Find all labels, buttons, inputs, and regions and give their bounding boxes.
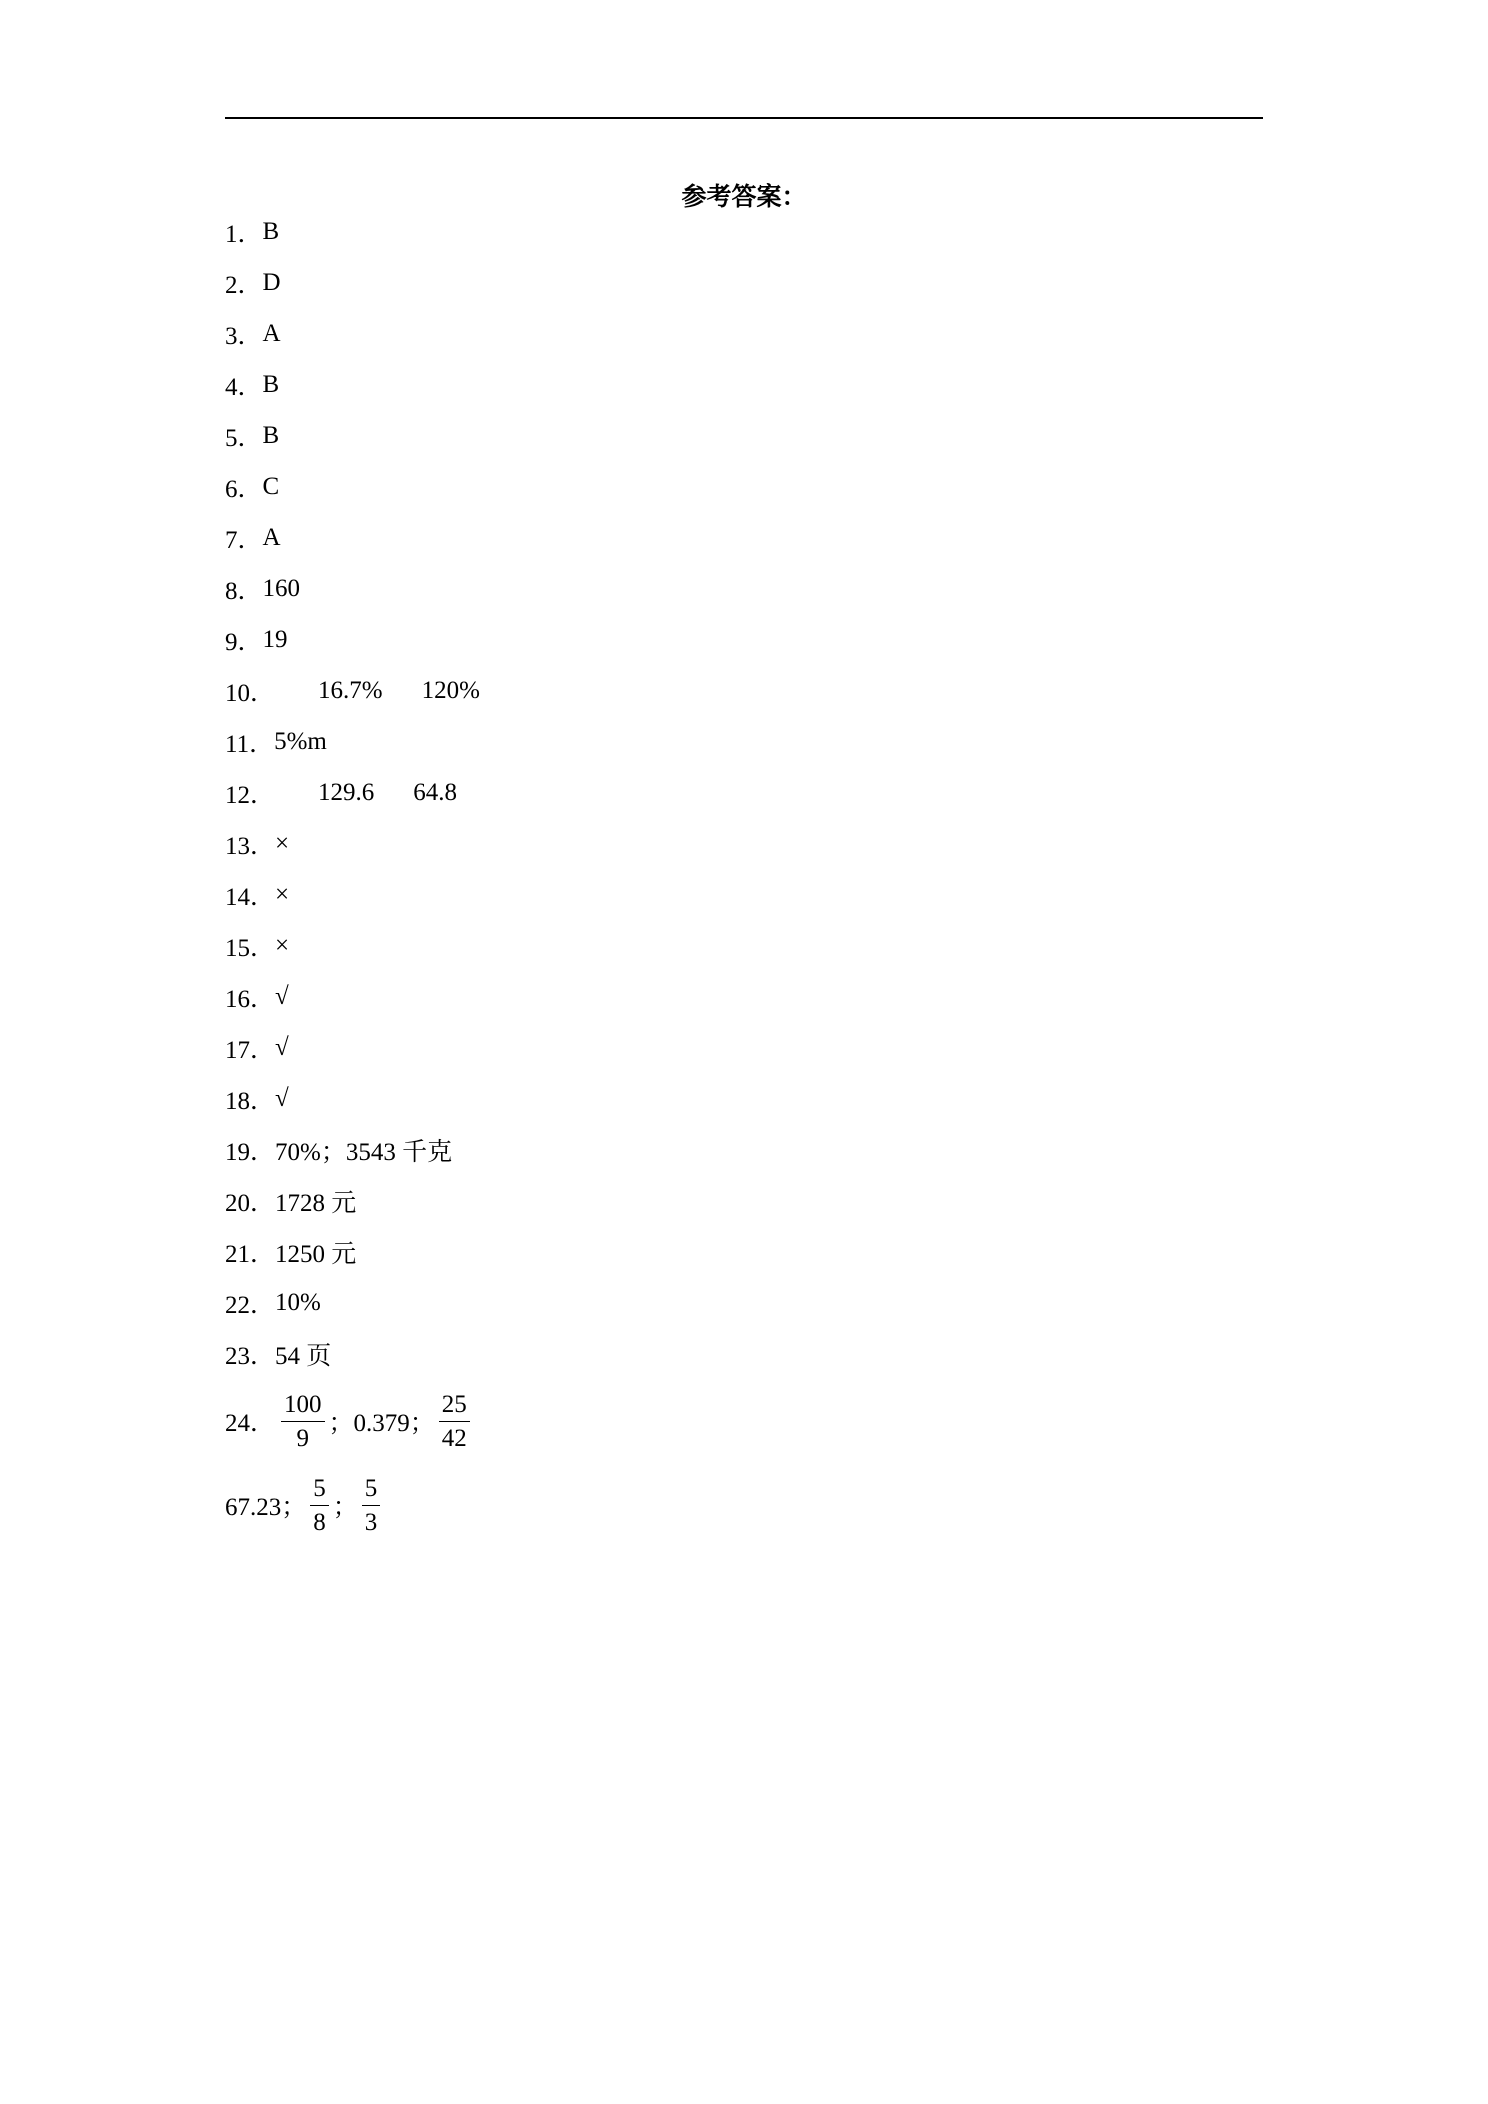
answer-row (225, 767, 1225, 818)
answer-value: 1728 元 (275, 1189, 357, 1217)
answer-row (225, 257, 1225, 308)
answer-number: 9． (225, 628, 263, 656)
answer-value: 10% (275, 1288, 321, 1316)
fraction-numerator: 5 (310, 1472, 329, 1506)
answer-value: 16.7% (318, 676, 383, 704)
answer-value: D (262, 268, 281, 296)
answer-value: 1250 元 (275, 1240, 357, 1268)
fraction-denominator: 42 (441, 1424, 467, 1452)
answer-value: A (262, 523, 281, 551)
answer-number: 18． (225, 1087, 276, 1115)
answer-number: 5． (225, 424, 263, 452)
answer-row (225, 1124, 1225, 1175)
answer-row (225, 716, 1225, 767)
answer-value: B (262, 217, 280, 245)
answer-value: 67.23； (225, 1494, 307, 1521)
answer-number: 10． (225, 679, 276, 707)
answer-separator: ；0.379； (328, 1410, 435, 1437)
answer-row (225, 461, 1225, 512)
answer-number: 3． (225, 322, 263, 350)
answer-number: 20． (225, 1189, 276, 1217)
answer-value: 19 (262, 625, 288, 653)
answer-row (225, 410, 1225, 461)
answer-separator: ； (332, 1494, 358, 1521)
answer-row (225, 665, 1225, 716)
fraction-numerator: 5 (362, 1472, 381, 1506)
answer-value: B (262, 370, 280, 398)
answer-number: 8． (225, 577, 263, 605)
answer-value: B (262, 421, 280, 449)
answer-value: 5%m (274, 727, 327, 755)
answer-value: 129.6 (318, 778, 375, 806)
answer-row (225, 1277, 1225, 1328)
fraction (362, 1472, 381, 1539)
answer-number: 1． (225, 220, 263, 248)
fraction-denominator: 3 (364, 1508, 378, 1536)
answer-row (225, 308, 1225, 359)
answer-row (225, 869, 1225, 920)
answer-value: √ (275, 982, 289, 1010)
answer-row (225, 563, 1225, 614)
answer-value: 64.8 (413, 778, 458, 806)
answer-number: 7． (225, 526, 263, 554)
answer-value: √ (275, 1033, 289, 1061)
answer-number: 16． (225, 985, 276, 1013)
answer-number: 21． (225, 1240, 276, 1268)
answer-number: 2． (225, 271, 263, 299)
answer-row (225, 1022, 1225, 1073)
answer-number: 14． (225, 883, 276, 911)
answer-row (225, 1226, 1225, 1277)
answer-number: 22． (225, 1291, 276, 1319)
answer-number: 17． (225, 1036, 276, 1064)
answer-row (225, 1073, 1225, 1124)
answer-list (225, 206, 1225, 1547)
answer-value: A (262, 319, 281, 347)
answer-number: 19． (225, 1138, 276, 1166)
answer-number: 11． (225, 730, 275, 758)
answer-row (225, 971, 1225, 1022)
answer-row (225, 206, 1225, 257)
answer-row (225, 359, 1225, 410)
answer-value: √ (275, 1084, 289, 1112)
answer-row (225, 512, 1225, 563)
answer-number: 6． (225, 475, 263, 503)
fraction (281, 1388, 325, 1455)
answer-number: 23． (225, 1342, 276, 1370)
answer-value: 70%；3543 千克 (275, 1138, 453, 1166)
fraction (310, 1472, 329, 1539)
answer-row (225, 1328, 1225, 1379)
page-title: 参考答案： (681, 184, 807, 211)
fraction (439, 1388, 470, 1455)
answer-continuation-row (225, 1463, 1225, 1547)
answer-value: × (275, 829, 290, 857)
answer-number: 24． (225, 1410, 276, 1437)
answer-number: 12． (225, 781, 276, 809)
answer-row (225, 1379, 1225, 1463)
answer-row (225, 1175, 1225, 1226)
answer-value: 160 (262, 574, 301, 602)
answer-number: 15． (225, 934, 276, 962)
fraction-denominator: 9 (296, 1424, 310, 1452)
fraction-denominator: 8 (313, 1508, 326, 1536)
answer-value: 120% (421, 676, 480, 704)
fraction-numerator: 100 (281, 1388, 325, 1422)
answer-value: C (262, 472, 280, 500)
header-rule (225, 117, 1263, 119)
answer-value: 54 页 (275, 1342, 332, 1370)
answer-row (225, 614, 1225, 665)
answer-number: 13． (225, 832, 276, 860)
answer-number: 4． (225, 373, 263, 401)
answer-value: × (275, 880, 290, 908)
fraction-numerator: 25 (439, 1388, 470, 1422)
answer-row (225, 920, 1225, 971)
answer-row (225, 818, 1225, 869)
answer-value: × (275, 931, 290, 959)
